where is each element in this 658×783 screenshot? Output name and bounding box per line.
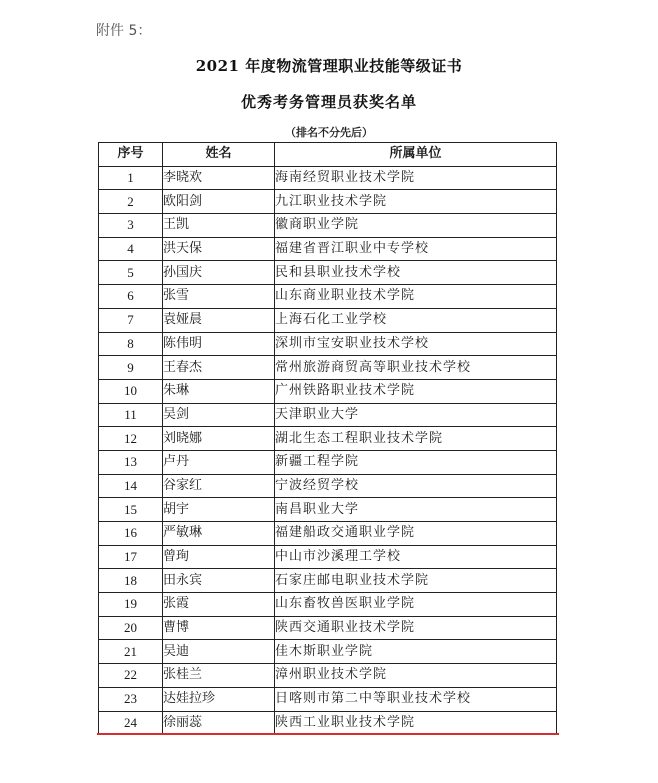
row-index: 11 bbox=[99, 403, 163, 427]
row-index: 23 bbox=[99, 687, 163, 711]
row-index: 16 bbox=[99, 522, 163, 546]
row-unit: 陕西工业职业技术学院 bbox=[275, 711, 557, 735]
table-row bbox=[99, 664, 557, 688]
ordering-note: （排名不分先后） bbox=[285, 126, 373, 139]
table-row bbox=[99, 640, 557, 664]
table-header-row bbox=[99, 143, 557, 167]
table-body bbox=[99, 166, 557, 735]
row-name: 李晓欢 bbox=[163, 166, 275, 190]
row-unit: 中山市沙溪理工学校 bbox=[275, 545, 557, 569]
row-index: 6 bbox=[99, 285, 163, 309]
row-index: 1 bbox=[99, 166, 163, 190]
row-name: 吴迪 bbox=[163, 640, 275, 664]
row-unit: 民和县职业技术学校 bbox=[275, 261, 557, 285]
row-name: 张雪 bbox=[163, 285, 275, 309]
row-index: 10 bbox=[99, 379, 163, 403]
row-index: 15 bbox=[99, 498, 163, 522]
table-row bbox=[99, 711, 557, 735]
table-row bbox=[99, 285, 557, 309]
row-name: 王春杰 bbox=[163, 356, 275, 380]
table-row bbox=[99, 356, 557, 380]
table-row bbox=[99, 687, 557, 711]
row-index: 2 bbox=[99, 190, 163, 214]
table-row bbox=[99, 569, 557, 593]
table-row bbox=[99, 190, 557, 214]
table-row bbox=[99, 332, 557, 356]
table-row bbox=[99, 498, 557, 522]
table-row bbox=[99, 308, 557, 332]
row-index: 24 bbox=[99, 711, 163, 735]
document-title: 2021 年度物流管理职业技能等级证书 bbox=[195, 57, 463, 75]
row-index: 18 bbox=[99, 569, 163, 593]
row-name: 王凯 bbox=[163, 214, 275, 238]
row-unit: 石家庄邮电职业技术学院 bbox=[275, 569, 557, 593]
row-unit: 深圳市宝安职业技术学校 bbox=[275, 332, 557, 356]
header-index: 序号 bbox=[99, 143, 163, 167]
table-row bbox=[99, 261, 557, 285]
row-index: 7 bbox=[99, 308, 163, 332]
red-underline bbox=[97, 733, 559, 735]
document-subtitle: 优秀考务管理员获奖名单 bbox=[240, 93, 417, 111]
row-index: 21 bbox=[99, 640, 163, 664]
row-index: 5 bbox=[99, 261, 163, 285]
row-name: 刘晓娜 bbox=[163, 427, 275, 451]
row-index: 22 bbox=[99, 664, 163, 688]
table-row bbox=[99, 616, 557, 640]
row-unit: 日喀则市第二中等职业技术学校 bbox=[275, 687, 557, 711]
table-row bbox=[99, 166, 557, 190]
row-name: 袁娅晨 bbox=[163, 308, 275, 332]
row-unit: 湖北生态工程职业技术学院 bbox=[275, 427, 557, 451]
table-row bbox=[99, 403, 557, 427]
row-name: 曹博 bbox=[163, 616, 275, 640]
row-name: 胡宇 bbox=[163, 498, 275, 522]
row-index: 17 bbox=[99, 545, 163, 569]
row-name: 田永宾 bbox=[163, 569, 275, 593]
table-row bbox=[99, 214, 557, 238]
row-index: 19 bbox=[99, 593, 163, 617]
row-unit: 山东商业职业技术学院 bbox=[275, 285, 557, 309]
row-index: 13 bbox=[99, 450, 163, 474]
row-unit: 福建船政交通职业学院 bbox=[275, 522, 557, 546]
row-unit: 九江职业技术学院 bbox=[275, 190, 557, 214]
header-unit: 所属单位 bbox=[275, 143, 557, 167]
row-unit: 南昌职业大学 bbox=[275, 498, 557, 522]
row-name: 达娃拉珍 bbox=[163, 687, 275, 711]
row-index: 8 bbox=[99, 332, 163, 356]
row-unit: 山东畜牧兽医职业学院 bbox=[275, 593, 557, 617]
row-name: 张霞 bbox=[163, 593, 275, 617]
row-index: 3 bbox=[99, 214, 163, 238]
row-index: 20 bbox=[99, 616, 163, 640]
table-row bbox=[99, 237, 557, 261]
row-unit: 宁波经贸学校 bbox=[275, 474, 557, 498]
row-unit: 新疆工程学院 bbox=[275, 450, 557, 474]
table-row bbox=[99, 474, 557, 498]
row-unit: 常州旅游商贸高等职业技术学校 bbox=[275, 356, 557, 380]
row-name: 卢丹 bbox=[163, 450, 275, 474]
table-row bbox=[99, 545, 557, 569]
table-row bbox=[99, 522, 557, 546]
table-row bbox=[99, 379, 557, 403]
award-table bbox=[98, 142, 557, 735]
row-index: 9 bbox=[99, 356, 163, 380]
row-name: 严敏琳 bbox=[163, 522, 275, 546]
row-name: 张桂兰 bbox=[163, 664, 275, 688]
header-name: 姓名 bbox=[163, 143, 275, 167]
row-unit: 福建省晋江职业中专学校 bbox=[275, 237, 557, 261]
row-name: 曾珣 bbox=[163, 545, 275, 569]
row-name: 朱琳 bbox=[163, 379, 275, 403]
row-unit: 佳木斯职业学院 bbox=[275, 640, 557, 664]
row-name: 欧阳剑 bbox=[163, 190, 275, 214]
row-unit: 漳州职业技术学院 bbox=[275, 664, 557, 688]
table-row bbox=[99, 593, 557, 617]
attachment-label: 附件 5： bbox=[96, 23, 152, 39]
row-name: 孙国庆 bbox=[163, 261, 275, 285]
row-unit: 天津职业大学 bbox=[275, 403, 557, 427]
row-unit: 广州铁路职业技术学院 bbox=[275, 379, 557, 403]
row-unit: 上海石化工业学校 bbox=[275, 308, 557, 332]
row-name: 洪天保 bbox=[163, 237, 275, 261]
table-row bbox=[99, 427, 557, 451]
row-index: 12 bbox=[99, 427, 163, 451]
row-name: 徐丽蕊 bbox=[163, 711, 275, 735]
row-index: 14 bbox=[99, 474, 163, 498]
row-name: 吴剑 bbox=[163, 403, 275, 427]
row-unit: 陕西交通职业技术学院 bbox=[275, 616, 557, 640]
row-name: 谷家红 bbox=[163, 474, 275, 498]
row-index: 4 bbox=[99, 237, 163, 261]
table-row bbox=[99, 450, 557, 474]
row-name: 陈伟明 bbox=[163, 332, 275, 356]
row-unit: 徽商职业学院 bbox=[275, 214, 557, 238]
row-unit: 海南经贸职业技术学院 bbox=[275, 166, 557, 190]
